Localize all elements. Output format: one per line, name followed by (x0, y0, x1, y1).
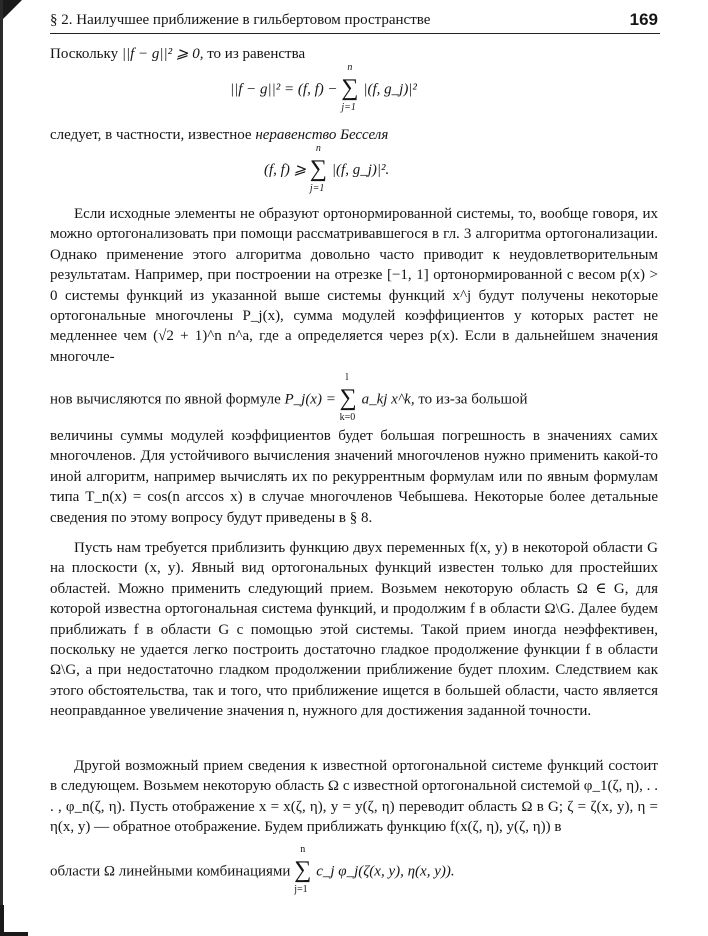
eq1-right: |(f, g_j)|² (363, 81, 417, 98)
bessel-intro-line (50, 125, 658, 145)
formula-sum (339, 372, 362, 423)
intro-line (50, 44, 658, 64)
eq2-upper-limit: n (315, 142, 321, 154)
last-upper-limit: n (300, 844, 306, 855)
paragraph-two-variables: Пусть нам требуется приблизить функцию двух переменных f(x, y) в некоторой области G на плоскости (x, y). Явный вид ортогональных функций известен только для простейших областей. Можно применить следующий прием. Возьмем некоторую область Ω ∈ G, для которой известна ортогональная система функций, и продолжим f в области Ω\G. Далее будем приближать f в области G с помощью этой системы. Такой прием иногда неэффективен, поскольку не удается легко построить достаточно гладкое продолжение функции f в области Ω\G, а при недостаточно гладком продолжении приближение будет плохим. Следствием как этого обстоятельства, так и того, что приближение ищется в большей области, часто является неоправданное увеличение значения n, нужного для достижения заданной точности. (50, 540, 658, 720)
linear-combination-line (50, 844, 658, 895)
formula-term: a_kj x^k, (361, 391, 415, 408)
equation-bessel-inequality (264, 142, 390, 194)
running-head (50, 10, 660, 34)
bessel-before: следует, в частности, известное (50, 127, 256, 143)
sigma-symbol: ∑ (339, 385, 357, 411)
explicit-formula-line (50, 372, 658, 423)
last-sum (294, 844, 316, 895)
eq2-sum (309, 142, 332, 194)
intro-after: то из равенства (203, 46, 306, 62)
formula-after: то из-за большой (414, 391, 528, 408)
paragraph-stability: величины суммы модулей коэффициентов будет большая погрешность в значениях самих многочленов. Для устойчивого вычисления значений многочленов нужно применить какой-то иной алгоритм, например вычислять их по рекуррентным формулам или по явным формулам типа T_n(x) = cos(n arccos x) в случае многочленов Чебышева. Некоторые более детальные сведения по этому вопросу будут приведены в § 8. (50, 428, 658, 526)
paragraph-mapping: Другой возможный прием сведения к известной ортогональной системе функций состоит в следующем. Возьмем некоторую область Ω с известной ортогональной системой φ_1(ζ, η), . . . , φ_n(ζ, η). Пусть отображение x = x(ζ, η), y = y(ζ, η) переводит область Ω в G; ζ = ζ(x, y), η = η(x, y) — обратное отображение. Будем приближать функцию f(x(ζ, η), y(ζ, η)) в (50, 758, 658, 836)
eq1-lower-limit: j=1 (341, 102, 356, 113)
paragraph-orthogonalization: Если исходные элементы не образуют ортонормированной системы, то, вообще говоря, их можно ортогонализовать при помощи рассматривавшегося в гл. 3 алгоритма ортогонализации. Однако применение этого алгоритма довольно часто приводит к неудовлетворительным результатам. Например, при построении на отрезке [−1, 1] ортонормированной с весом p(x) > 0 системы функций из указанной выше системы функций x^j будут получены некоторые ортогональные многочлены P_j(x), сумма модулей коэффициентов у которых растет не медленнее чем (√2 + 1)^n n^a, где a определяется через p(x). Если в дальнейшем значения многочле- (50, 206, 658, 365)
scan-corner-mark (0, 0, 22, 22)
last-before: области Ω линейными комбинациями (50, 863, 295, 880)
last-lower-limit: j=1 (294, 884, 308, 895)
sigma-symbol: ∑ (294, 857, 312, 883)
intro-math: ||f − g||² ⩾ 0, (121, 46, 204, 62)
eq2-lower-limit: j=1 (309, 182, 325, 194)
scan-left-edge (0, 0, 3, 936)
intro-before: Поскольку (50, 46, 122, 62)
last-term: c_j φ_j(ζ(x, y), η(x, y)). (316, 863, 455, 880)
scan-bottom-mark (0, 905, 28, 936)
page-number: 169 (629, 10, 658, 29)
eq1-upper-limit: n (347, 62, 353, 73)
formula-lower-limit: k=0 (339, 412, 356, 423)
eq1-left: ||f − g||² = (f, f) − (230, 81, 342, 98)
formula-before: нов вычисляются по явной формуле (50, 391, 285, 408)
bessel-term: неравенство Бесселя (255, 127, 389, 143)
equation-norm-expansion (230, 62, 417, 113)
eq2-right: |(f, g_j)|². (331, 162, 390, 178)
eq1-sum (341, 62, 363, 113)
formula-upper-limit: l (345, 372, 349, 383)
running-title: § 2. Наилучшее приближение в гильбертовом пространстве (50, 12, 431, 28)
eq2-left: (f, f) ⩾ (264, 162, 310, 178)
formula-lhs: P_j(x) = (284, 391, 340, 408)
sigma-symbol: ∑ (341, 75, 359, 101)
sigma-symbol: ∑ (309, 155, 328, 182)
